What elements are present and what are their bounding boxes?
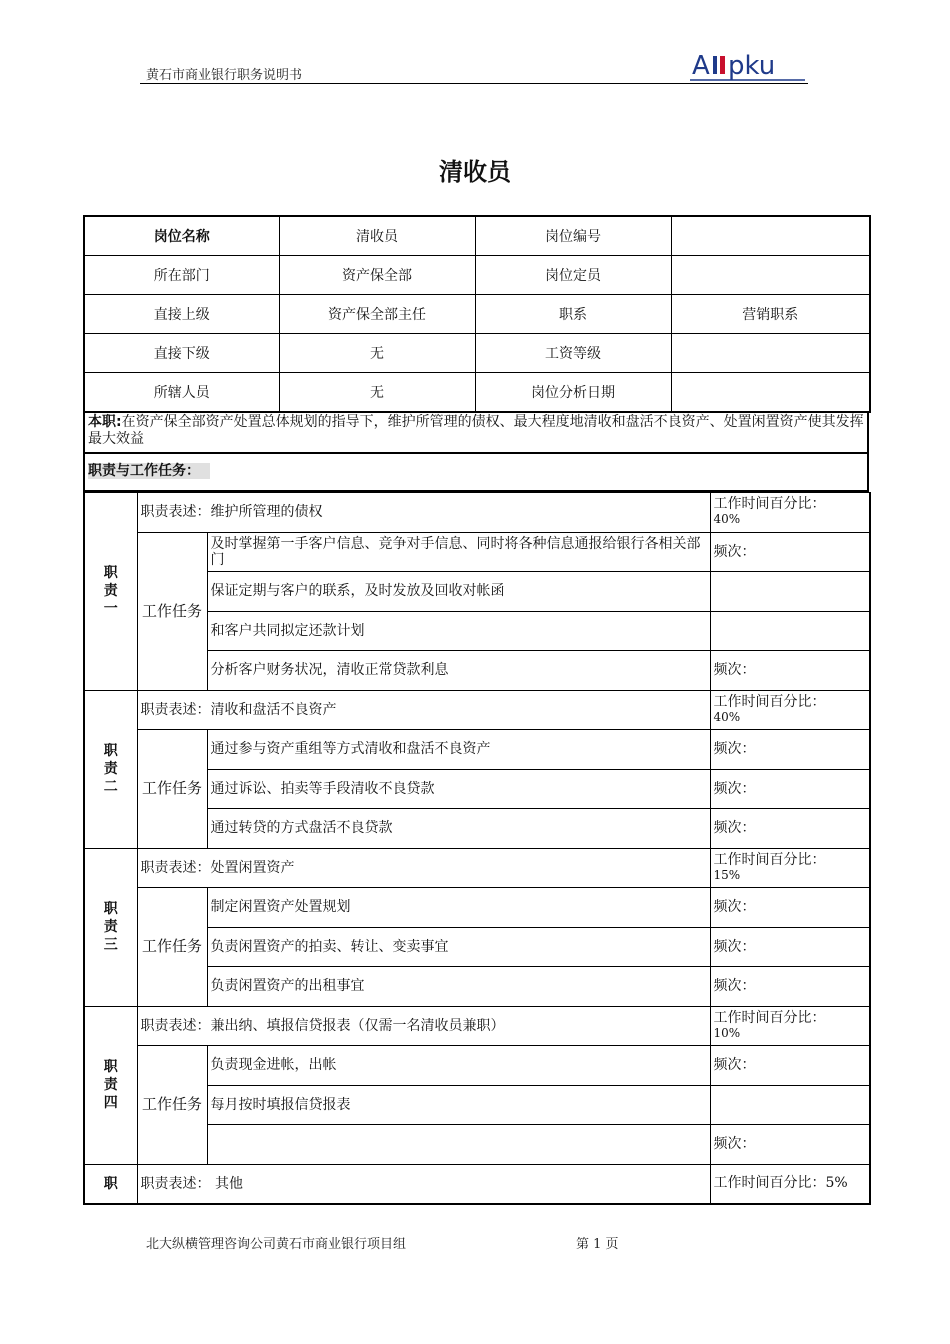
task-text: 及时掌握第一手客户信息、竞争对手信息、同时将各种信息通报给银行各相关部门 [207, 532, 710, 572]
duty-label-char: 四 [103, 1095, 118, 1111]
position-info-table [83, 215, 871, 413]
task-text: 负责现金进帐，出帐 [207, 1046, 710, 1086]
task-frequency: 频次： [710, 1046, 870, 1086]
duty-label-char: 责 [103, 1077, 118, 1093]
task-text: 负责闲置资产的拍卖、转让、变卖事宜 [207, 927, 710, 967]
time-percent-value: 10% [713, 1025, 741, 1040]
task-text: 每月按时填报信贷报表 [207, 1085, 710, 1125]
info-row [84, 295, 870, 334]
duty-desc-prefix: 职责表述： [140, 701, 211, 718]
info-value [671, 373, 870, 413]
info-value: 无 [279, 334, 475, 373]
info-value: 资产保全部 [279, 256, 475, 295]
info-value [671, 216, 870, 256]
task-text: 通过参与资产重组等方式清收和盘活不良资产 [207, 730, 710, 770]
logo-bar-i [720, 56, 725, 74]
footer-page-number: 第 1 页 [576, 1237, 619, 1252]
info-value [671, 334, 870, 373]
task-frequency: 频次： [710, 809, 870, 849]
time-percent-value: 40% [713, 709, 741, 724]
alipku-logo [690, 48, 810, 84]
job-scope-label: 本职: [88, 414, 122, 430]
info-value [671, 256, 870, 295]
info-label: 岗位定员 [475, 256, 671, 295]
duty-label-char: 职 [103, 1059, 118, 1075]
duty-label [84, 1006, 137, 1164]
time-percent-label: 工作时间百分比： [713, 1009, 826, 1026]
task-text: 保证定期与客户的联系，及时发放及回收对帐函 [207, 572, 710, 612]
info-label: 工资等级 [475, 334, 671, 373]
job-scope-text: 在资产保全部资产处置总体规划的指导下，维护所管理的债权、最大程度地清收和盘活不良资产、处置闲置资产使其发挥最大效益 [88, 414, 864, 447]
info-value: 资产保全部主任 [279, 295, 475, 334]
info-label: 所辖人员 [84, 373, 279, 413]
duty-time-percent [710, 493, 870, 533]
task-frequency: 频次： [710, 769, 870, 809]
footer-company: 北大纵横管理咨询公司黄石市商业银行项目组 [146, 1237, 407, 1252]
task-row [84, 1046, 870, 1086]
tasks-label: 工作任务 [137, 1046, 207, 1165]
duty-description [137, 493, 710, 533]
duty-desc-row [84, 848, 870, 888]
task-frequency [710, 1085, 870, 1125]
task-frequency [710, 572, 870, 612]
duty-time-percent [710, 1006, 870, 1046]
duty-desc-text: 兼出纳、填报信贷报表（仅需一名清收员兼职） [210, 1017, 505, 1034]
info-label: 所在部门 [84, 256, 279, 295]
task-frequency: 频次： [710, 651, 870, 691]
time-percent-label: 工作时间百分比： [713, 496, 826, 513]
duty-desc-row [84, 690, 870, 730]
task-text: 分析客户财务状况，清收正常贷款利息 [207, 651, 710, 691]
logo-bar-l [713, 56, 717, 74]
task-row [84, 888, 870, 928]
tasks-label: 工作任务 [137, 888, 207, 1007]
time-percent-label: 工作时间百分比： [713, 851, 826, 868]
duty-label-char: 责 [103, 761, 118, 777]
info-label: 职系 [475, 295, 671, 334]
duty-label-char: 职 [103, 565, 118, 582]
task-row [84, 532, 870, 572]
duty-label [84, 493, 137, 691]
duty-description [137, 1006, 710, 1046]
task-frequency: 频次： [710, 967, 870, 1007]
task-frequency: 频次： [710, 532, 870, 572]
duty-desc-prefix: 职责表述： [140, 859, 211, 876]
task-row [84, 730, 870, 770]
duty-label [84, 848, 137, 1006]
duty-label [84, 690, 137, 848]
duty-label-char: 一 [103, 601, 118, 618]
info-row [84, 256, 870, 295]
task-frequency: 频次： [710, 888, 870, 928]
task-text: 负责闲置资产的出租事宜 [207, 967, 710, 1007]
task-text: 制定闲置资产处置规划 [207, 888, 710, 928]
info-value: 清收员 [279, 216, 475, 256]
page-title: 清收员 [439, 158, 511, 186]
duty-time-percent [710, 848, 870, 888]
info-row [84, 216, 870, 256]
info-row [84, 334, 870, 373]
duty-label-char: 职 [103, 901, 118, 917]
duty-desc-text: 处置闲置资产 [210, 859, 295, 876]
duty-time-percent: 工作时间百分比：5% [710, 1164, 870, 1204]
info-value: 无 [279, 373, 475, 413]
duty-desc-row [84, 1164, 870, 1204]
duties-body [84, 493, 870, 1205]
position-info-body [84, 216, 870, 412]
duty-desc-prefix: 职责表述： [140, 504, 211, 521]
logo-letters [692, 51, 775, 81]
logo-letters-pku: pku [728, 51, 776, 81]
duties-header-label: 职责与工作任务： [88, 463, 210, 479]
duty-desc-row [84, 493, 870, 533]
duties-table [83, 492, 871, 1205]
duty-description: 职责表述： 其他 [137, 1164, 710, 1204]
duty-desc-text: 维护所管理的债权 [210, 504, 323, 521]
task-frequency: 频次： [710, 1125, 870, 1165]
duties-header [83, 454, 869, 492]
job-scope [83, 413, 869, 454]
duty-label: 职 [84, 1164, 137, 1204]
task-text: 通过转贷的方式盘活不良贷款 [207, 809, 710, 849]
task-frequency [710, 611, 870, 651]
info-row [84, 373, 870, 413]
task-frequency: 频次： [710, 927, 870, 967]
duty-label-char: 责 [103, 583, 118, 600]
logo-letter-A: A [692, 51, 710, 81]
time-percent-label: 工作时间百分比： [713, 693, 826, 710]
duty-label-char: 二 [103, 779, 118, 795]
duty-desc-prefix: 职责表述： [140, 1017, 211, 1034]
time-percent-value: 40% [713, 512, 741, 527]
time-percent-value: 15% [713, 867, 741, 882]
header-doc-title: 黄石市商业银行职务说明书 [146, 68, 303, 83]
duty-label-char: 责 [103, 919, 118, 935]
task-text: 通过诉讼、拍卖等手段清收不良贷款 [207, 769, 710, 809]
info-label: 岗位分析日期 [475, 373, 671, 413]
duty-time-percent [710, 690, 870, 730]
info-value: 营销职系 [671, 295, 870, 334]
task-text [207, 1125, 710, 1165]
duty-description [137, 848, 710, 888]
tasks-label: 工作任务 [137, 532, 207, 690]
duty-label-char: 职 [103, 743, 118, 759]
info-label: 岗位编号 [475, 216, 671, 256]
task-text: 和客户共同拟定还款计划 [207, 611, 710, 651]
duty-label-char: 三 [103, 937, 118, 953]
duty-desc-text: 清收和盘活不良资产 [210, 701, 337, 718]
info-label: 直接下级 [84, 334, 279, 373]
tasks-label: 工作任务 [137, 730, 207, 849]
task-frequency: 频次： [710, 730, 870, 770]
info-label: 直接上级 [84, 295, 279, 334]
duty-description [137, 690, 710, 730]
info-label: 岗位名称 [84, 216, 279, 256]
duty-desc-row [84, 1006, 870, 1046]
